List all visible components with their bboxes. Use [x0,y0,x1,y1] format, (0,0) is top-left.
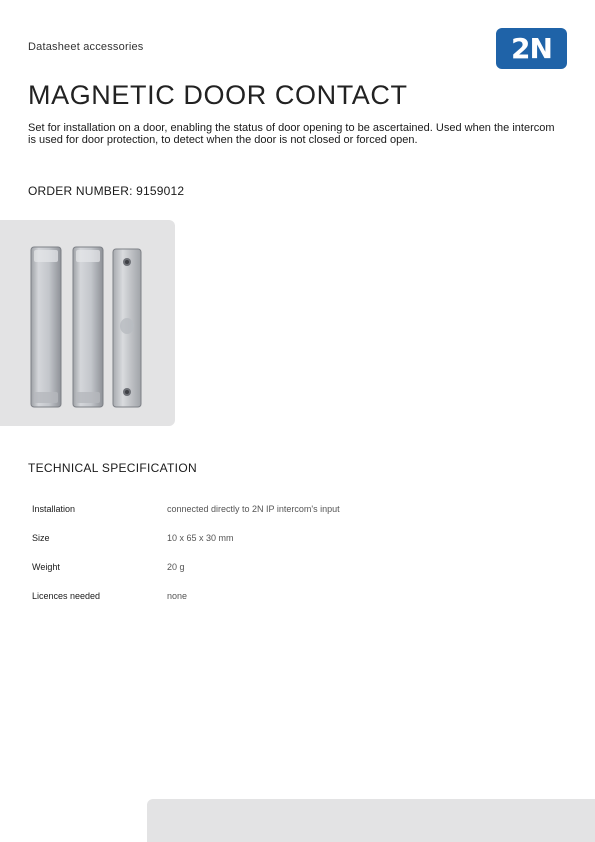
door-contact-illustration [0,220,175,426]
spec-value: 10 x 65 x 30 mm [167,532,234,543]
spec-row [32,523,552,552]
product-photo [0,220,175,426]
document-category: Datasheet accessories [28,41,144,53]
product-title: MAGNETIC DOOR CONTACT [28,80,408,110]
spec-label: Size [32,532,50,543]
sensor-bar [73,247,103,407]
spec-heading: TECHNICAL SPECIFICATION [28,461,197,475]
spec-row [32,581,552,610]
spec-table [32,494,552,610]
product-description: Set for installation on a door, enabling the status of door opening to be ascertained. Used when the intercom is used for door protection, to detect when the door is not closed or forced open. [28,122,555,146]
magnet-bar [31,247,61,407]
spec-label: Weight [32,561,60,572]
spec-value: connected directly to 2N IP intercom's input [167,503,340,514]
spec-label: Licences needed [32,590,101,601]
order-label: ORDER NUMBER: [28,184,133,198]
mounting-plate [113,249,141,407]
order-number [28,184,184,198]
footer-panel [147,799,595,842]
spec-row [32,552,552,581]
logo-text: 2N [511,31,552,65]
spec-value: 20 g [167,561,185,572]
brand-logo [496,28,567,69]
spec-value: none [167,590,188,601]
spec-row [32,494,552,523]
order-value: 9159012 [136,184,185,198]
spec-label: Installation [32,503,76,514]
